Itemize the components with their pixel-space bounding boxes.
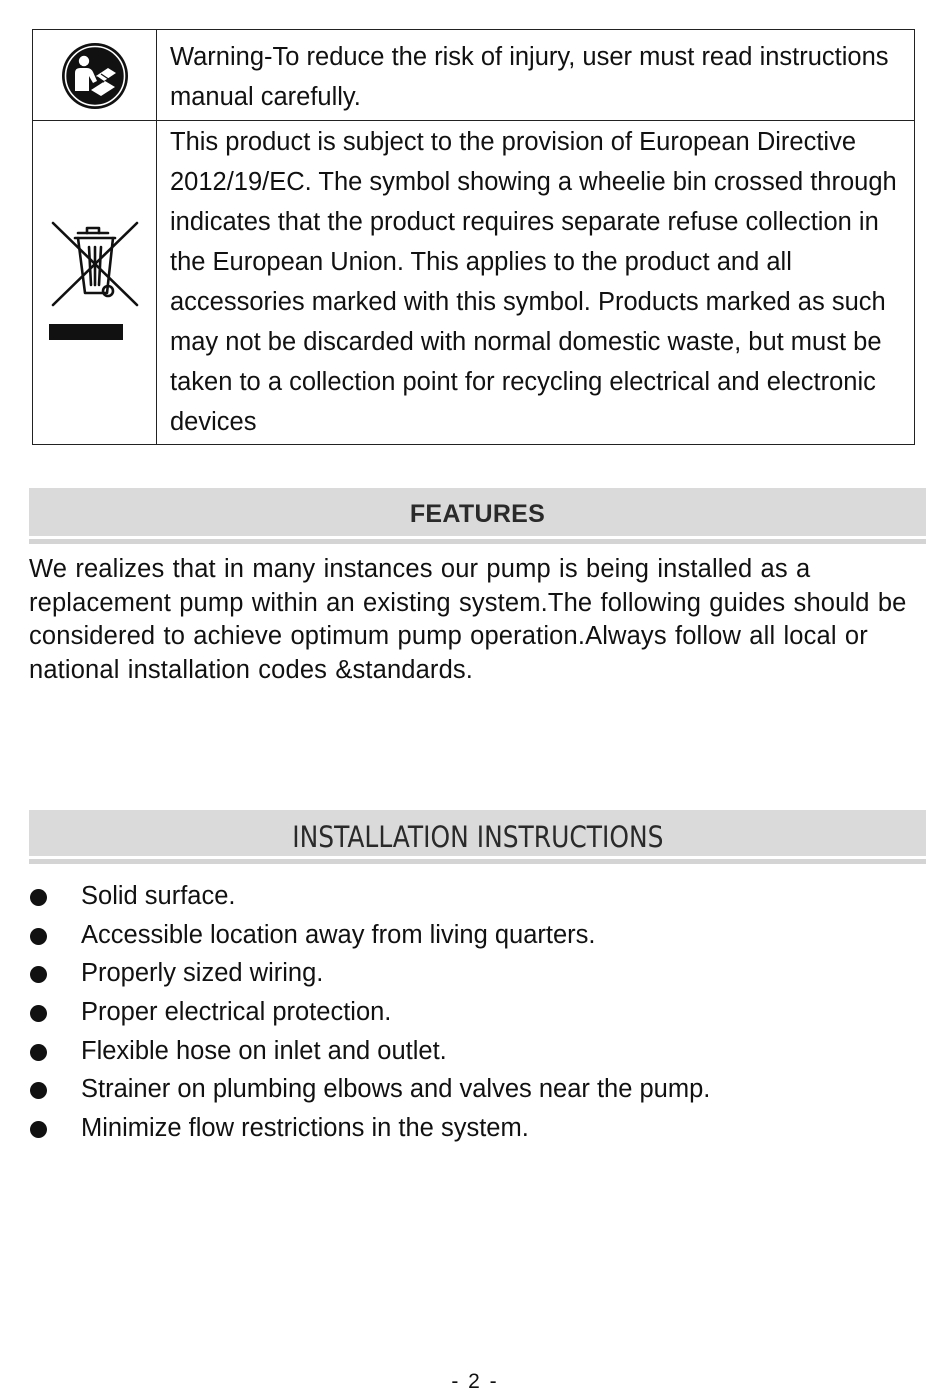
warning-row-manual	[33, 30, 915, 121]
bullet-icon	[30, 889, 47, 906]
warning-text: Warning-To reduce the risk of injury, user must read instructions manual carefully.	[157, 30, 915, 121]
list-item: Solid surface.	[29, 877, 909, 916]
bullet-icon	[30, 1082, 47, 1099]
crossed-wheelie-bin-icon	[45, 213, 145, 353]
features-heading	[29, 488, 926, 539]
bullet-icon	[30, 928, 47, 945]
list-item: Proper electrical protection.	[29, 993, 909, 1032]
warning-table	[32, 29, 915, 445]
installation-heading-text: INSTALLATION INSTRUCTIONS	[291, 820, 664, 854]
list-item: Properly sized wiring.	[29, 954, 909, 993]
list-item: Flexible hose on inlet and outlet.	[29, 1032, 909, 1071]
features-paragraph: We realizes that in many instances our pump is being installed as a replacement pump within an existing system.The following guides should be considered to achieve optimum pump operation.Always follow all local or national installation codes &standards.	[29, 555, 907, 684]
installation-heading	[29, 810, 926, 859]
bullet-icon	[30, 966, 47, 983]
installation-list	[29, 877, 909, 1148]
bullet-icon	[30, 1005, 47, 1022]
weee-text: This product is subject to the provision of European Directive 2012/19/EC. The symbol showing a wheelie bin crossed through indicates that the product requires separate refuse collection in the European Union. This applies to the product and all accessories marked with this symbol. Products marked as such may not be discarded with normal domestic waste, but must be taken to a collection point for recycling electrical and electronic devices	[157, 121, 915, 445]
bullet-icon	[30, 1121, 47, 1138]
features-heading-text: FEATURES	[409, 500, 546, 528]
list-item: Minimize flow restrictions in the system.	[29, 1109, 909, 1148]
bullet-icon	[30, 1044, 47, 1061]
list-item: Accessible location away from living quarters.	[29, 916, 909, 955]
list-item: Strainer on plumbing elbows and valves near the pump.	[29, 1070, 909, 1109]
read-manual-icon	[60, 41, 130, 111]
page-number: - 2 -	[451, 1370, 499, 1393]
warning-icon-cell	[33, 30, 157, 121]
warning-row-weee	[33, 121, 915, 445]
weee-icon-cell	[33, 121, 157, 445]
